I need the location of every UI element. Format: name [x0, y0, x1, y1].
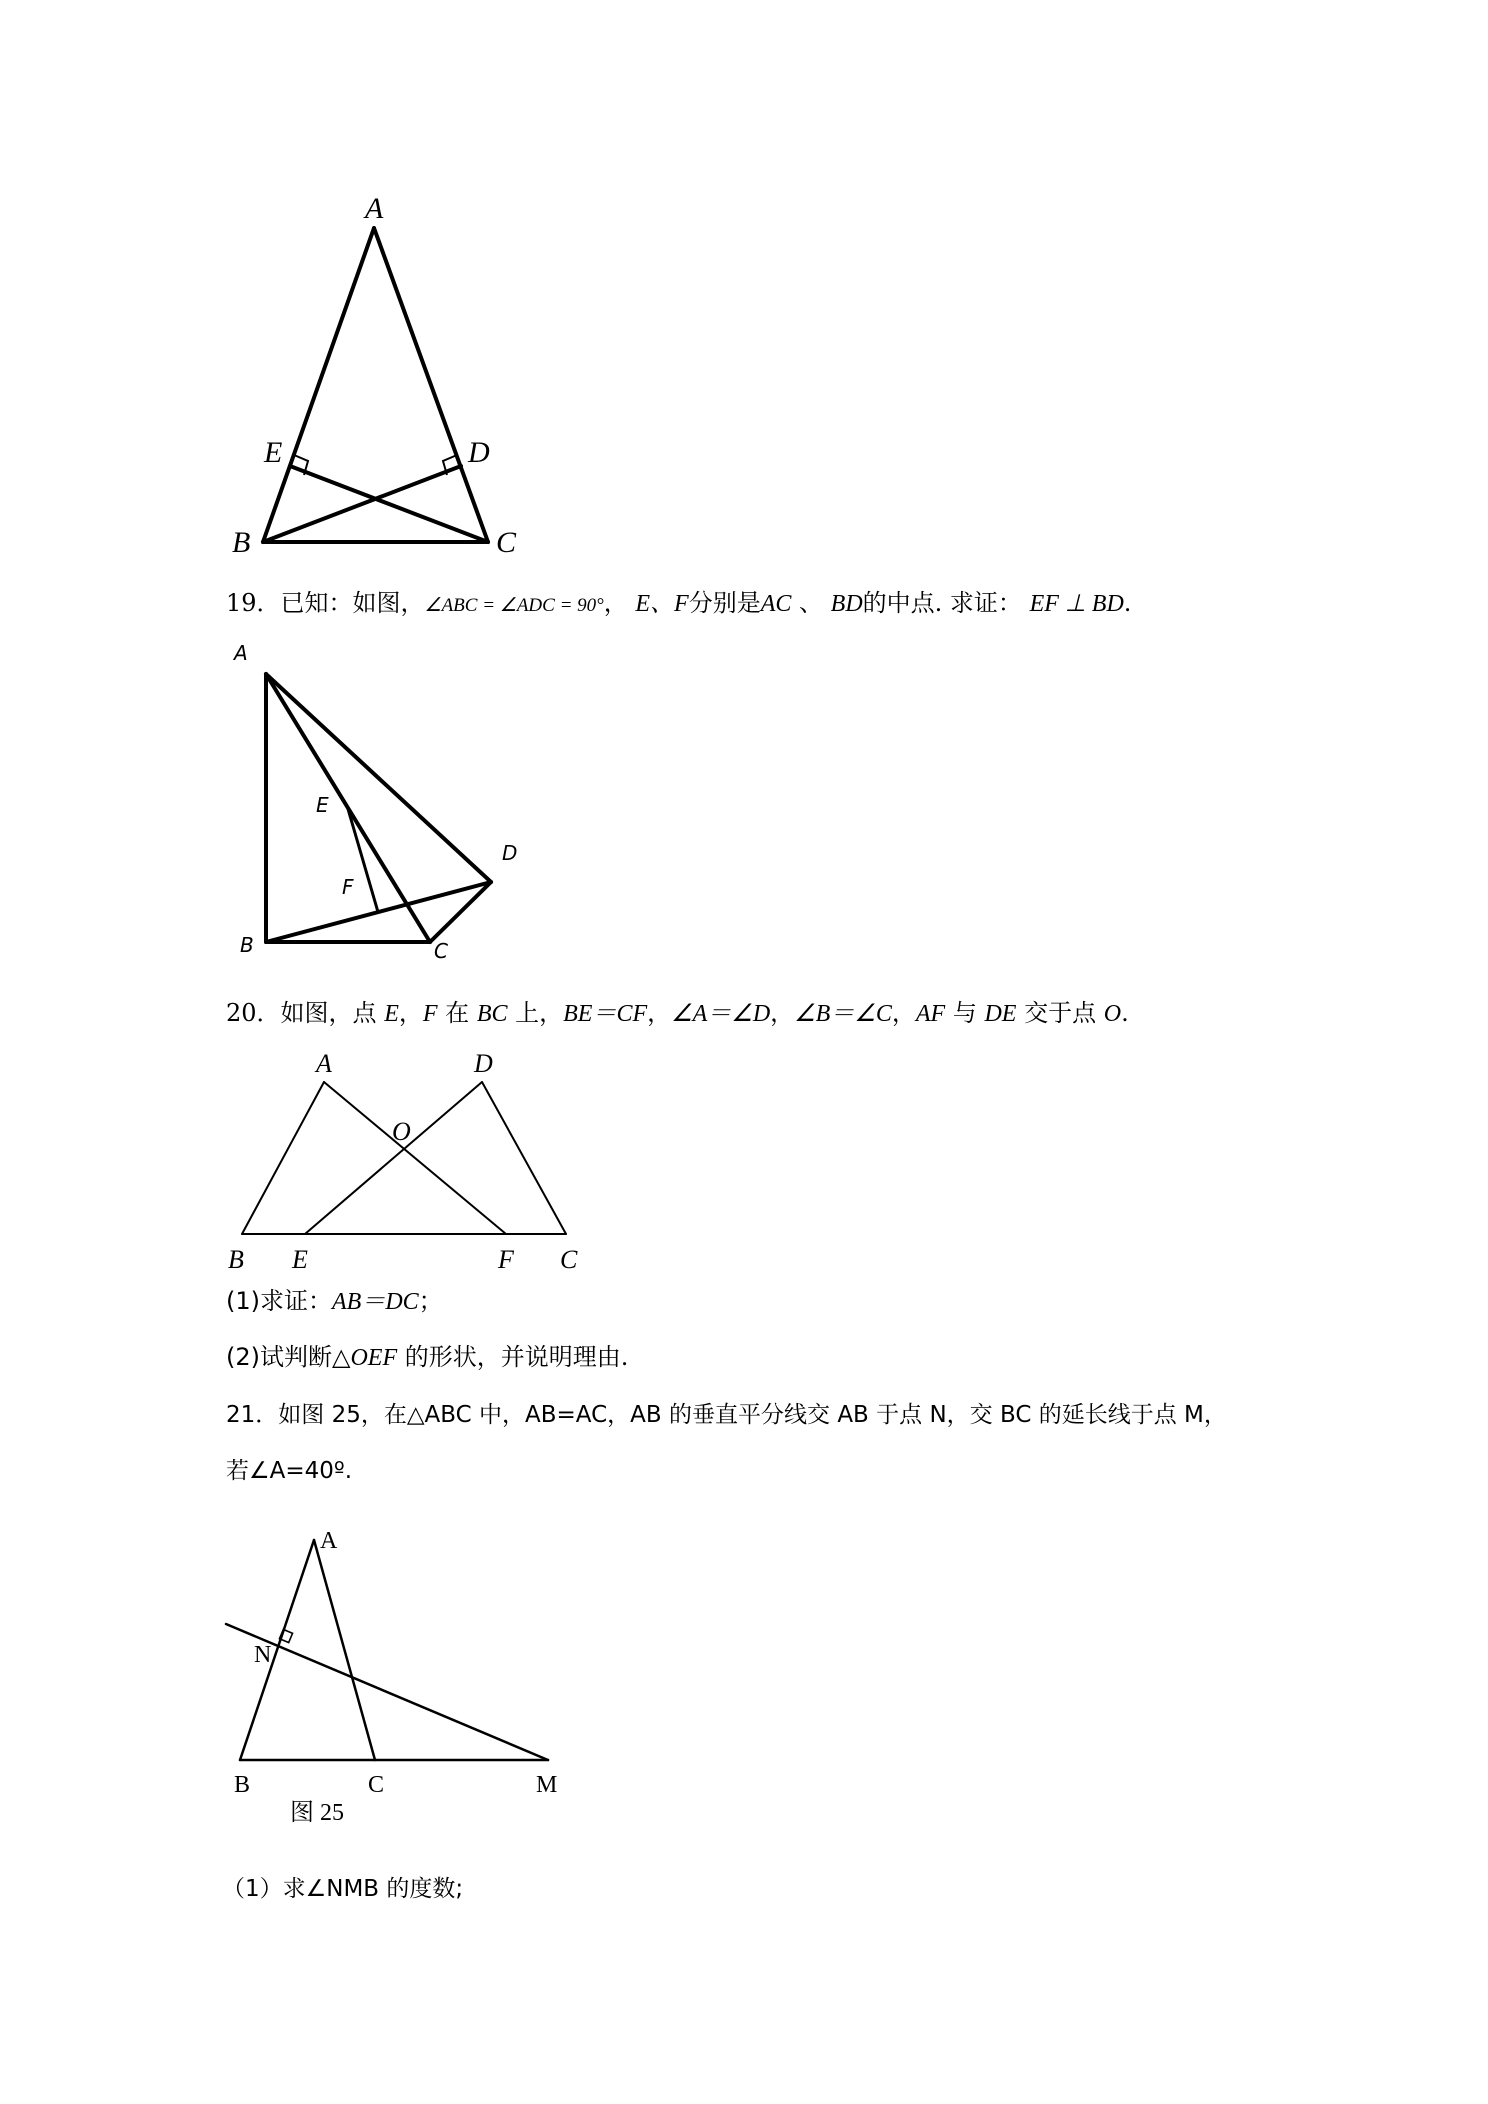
figure-isosceles-triangle — [220, 190, 560, 570]
label-o: O — [392, 1117, 411, 1146]
figure-25 — [224, 1520, 564, 1830]
label-f: F — [342, 875, 354, 899]
segment-bd — [263, 466, 461, 542]
figure-q20 — [220, 1040, 600, 1270]
figure-caption: 图 25 — [290, 1800, 344, 1826]
figure-q19 — [228, 636, 548, 966]
label-a: A — [365, 192, 384, 225]
segment-af — [324, 1082, 506, 1234]
label-a: A — [316, 1049, 332, 1078]
label-c: C — [434, 939, 448, 963]
segment-dc — [482, 1082, 566, 1234]
label-d: D — [474, 1049, 493, 1078]
label-d: D — [502, 841, 518, 865]
segment-ab — [263, 228, 374, 542]
label-f: F — [498, 1245, 514, 1270]
label-d: D — [468, 436, 490, 469]
label-b: B — [234, 1772, 251, 1798]
question-21-part-1: （1）求∠NMB 的度数; — [222, 1876, 464, 1902]
question-19: 19．已知：如图，∠ABC = ∠ADC = 90°， E、F分别是AC 、 BD的中点. 求证： EF ⊥ BD. — [226, 589, 1132, 617]
question-number: 19． — [226, 589, 281, 617]
question-number: 20． — [226, 999, 281, 1027]
segment-ab — [242, 1082, 324, 1234]
question-21-line-2: 若∠A=40º. — [226, 1458, 353, 1484]
segment-ed — [305, 1082, 482, 1234]
question-21-line-1: 21．如图 25，在△ABC 中，AB=AC，AB 的垂直平分线交 AB 于点 N，交 BC 的延长线于点 M， — [226, 1402, 1227, 1428]
segment-ad — [266, 674, 491, 882]
label-c: C — [496, 526, 517, 559]
label-b: B — [240, 933, 254, 957]
label-n: N — [254, 1642, 272, 1668]
angle-condition: ∠ABC = ∠ADC = 90° — [424, 595, 604, 616]
label-e: E — [292, 1245, 308, 1270]
question-20-part-2: (2)试判断△OEF 的形状，并说明理由. — [226, 1343, 629, 1371]
question-20-part-1: (1)求证：AB＝DC； — [226, 1287, 443, 1315]
question-20: 20．如图，点 E，F 在 BC 上，BE＝CF，∠A＝∠D，∠B＝∠C，AF 与 DE 交于点 O. — [226, 999, 1129, 1027]
label-e: E — [316, 793, 329, 817]
figure-background — [224, 1520, 564, 1830]
label-c: C — [560, 1245, 578, 1270]
label-e: E — [264, 436, 283, 469]
claim: EF ⊥ BD — [1029, 591, 1124, 617]
label-c: C — [368, 1772, 385, 1798]
segment-ce — [290, 466, 488, 542]
label-m: M — [536, 1772, 558, 1798]
label-b: B — [232, 526, 251, 559]
label-a: A — [234, 641, 248, 665]
label-a: A — [320, 1528, 338, 1554]
label-b: B — [228, 1245, 244, 1270]
